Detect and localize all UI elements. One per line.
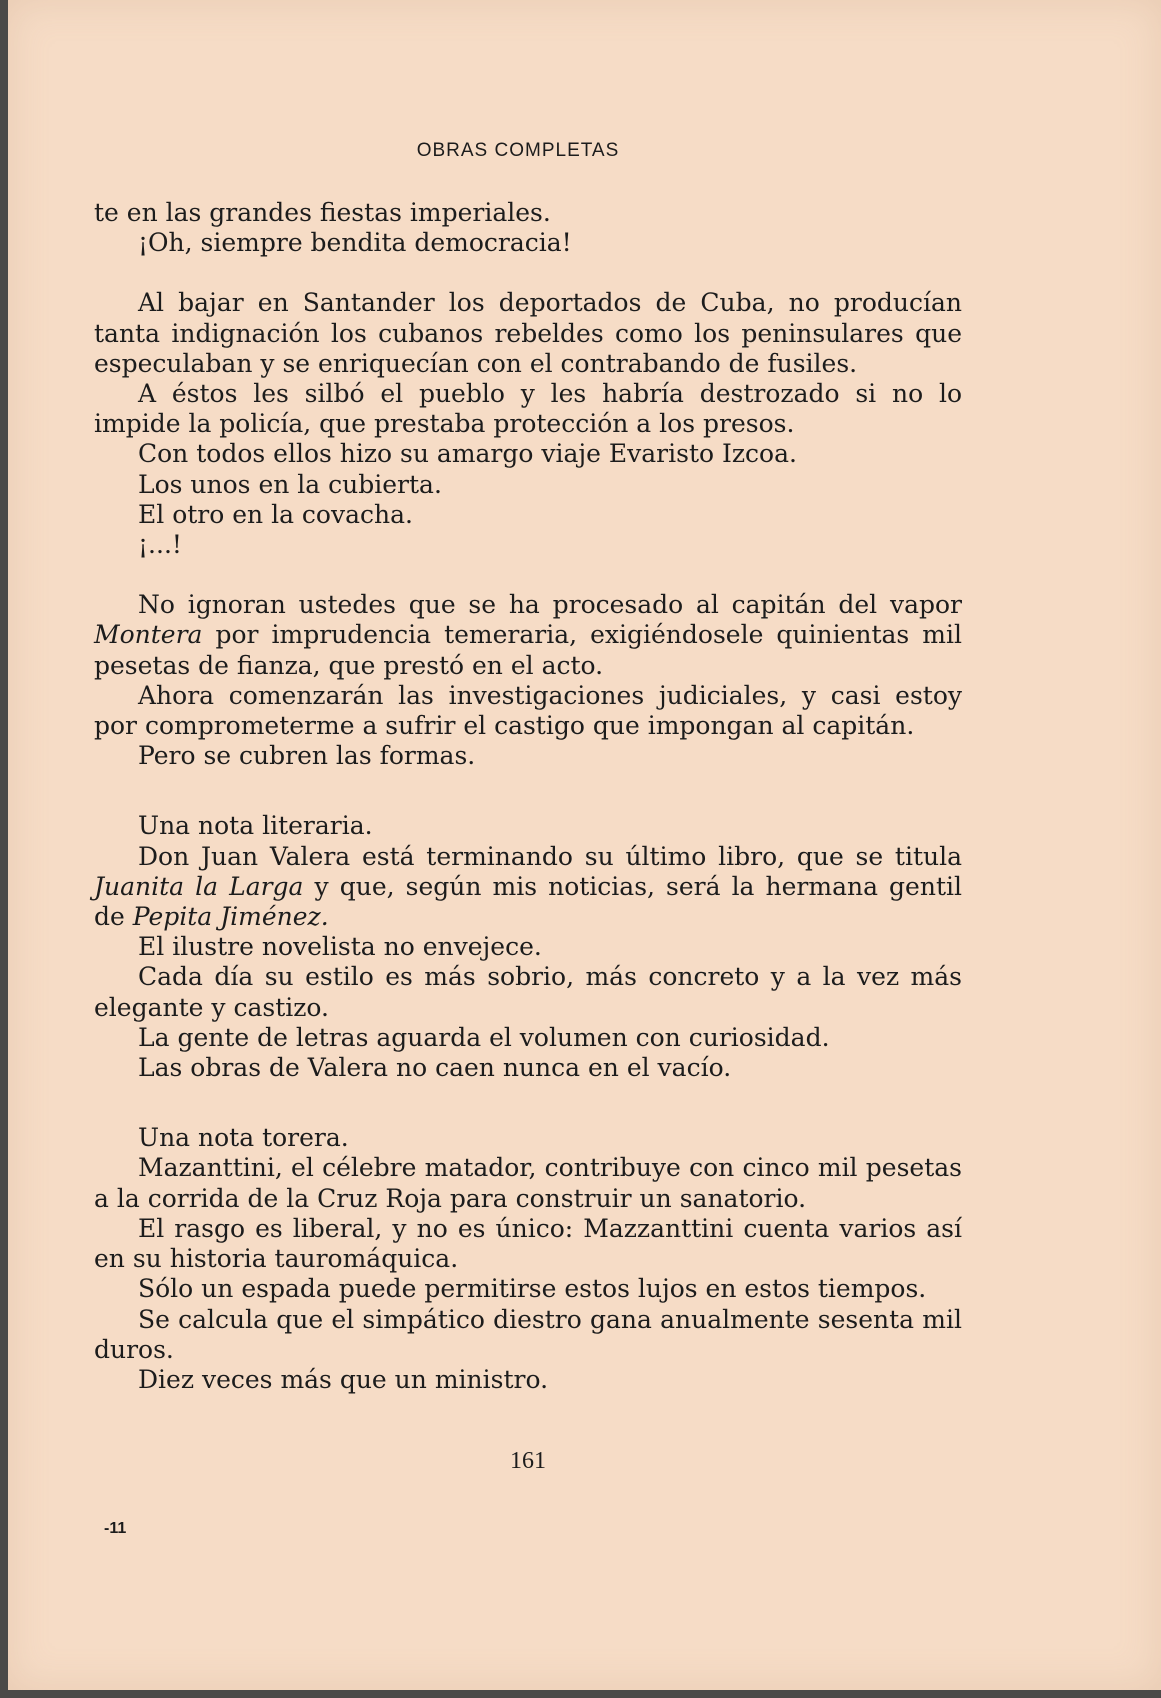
paragraph: Con todos ellos hizo su amargo viaje Evaristo Izcoa. <box>138 439 797 469</box>
text-run: por imprudencia temeraria, exigiéndosele quinientas mil pesetas de fianza, que prestó en el acto. <box>94 620 962 680</box>
italic-title: Pepita Jiménez. <box>132 902 329 932</box>
paragraph: El otro en la covacha. <box>138 499 413 529</box>
italic-title: Montera <box>94 620 203 650</box>
paragraph: Los unos en la cubierta. <box>138 469 442 499</box>
paragraph: Sólo un espada puede permitirse estos lujos en estos tiempos. <box>138 1274 927 1304</box>
paragraph: ¡Oh, siempre bendita democracia! <box>138 228 572 258</box>
paragraph: Una nota torera. <box>138 1123 349 1153</box>
paragraph: Mazanttini, el célebre matador, contribuye con cinco mil pesetas a la corrida de la Cruz Roja para construir un sanatorio. <box>94 1153 962 1213</box>
page-number: 161 <box>510 1448 546 1474</box>
paragraph: La gente de letras aguarda el volumen con curiosidad. <box>138 1022 830 1052</box>
text-run: Don Juan Valera está terminando su último libro, que se titula <box>138 841 962 871</box>
text-run: y que, según mis noticias, será la hermana gentil de <box>94 871 962 932</box>
paragraph: Diez veces más que un ministro. <box>138 1364 549 1394</box>
text-run: No ignoran ustedes que se ha procesado al capitán del vapor <box>138 590 962 620</box>
paragraph: El rasgo es liberal, y no es único: Mazzanttini cuenta varios así en su historia tauromáquica. <box>94 1213 962 1274</box>
paragraph: El ilustre novelista no envejece. <box>138 932 542 962</box>
signature-mark: -11 <box>104 1520 127 1537</box>
paragraph <box>94 590 962 681</box>
paragraph: Al bajar en Santander los deportados de Cuba, no producían tanta indignación los cubanos rebeldes como los peninsulares que especulaban y se enriquecían con el contrabando de fusiles. <box>94 288 962 378</box>
running-header: OBRAS COMPLETAS <box>416 140 620 161</box>
paragraph <box>94 842 962 933</box>
paragraph: Ahora comenzarán las investigaciones judiciales, y casi estoy por comprometerme a sufrir el castigo que impongan al capitán. <box>94 680 962 741</box>
paragraph: Pero se cubren las formas. <box>138 741 476 771</box>
page-body <box>94 198 962 1395</box>
italic-title: Juanita la Larga <box>94 871 304 901</box>
paragraph: ¡...! <box>138 530 182 560</box>
paragraph: te en las grandes fiestas imperiales. <box>94 198 551 227</box>
paragraph: A éstos les silbó el pueblo y les habría destrozado si no lo impide la policía, que prestaba protección a los presos. <box>94 379 962 439</box>
paragraph: Cada día su estilo es más sobrio, más concreto y a la vez más elegante y castizo. <box>94 962 962 1022</box>
paragraph: Se calcula que el simpático diestro gana anualmente sesenta mil duros. <box>94 1304 962 1364</box>
paragraph: Una nota literaria. <box>138 811 373 841</box>
paragraph: Las obras de Valera no caen nunca en el vacío. <box>138 1053 732 1083</box>
book-page <box>8 0 1161 1690</box>
